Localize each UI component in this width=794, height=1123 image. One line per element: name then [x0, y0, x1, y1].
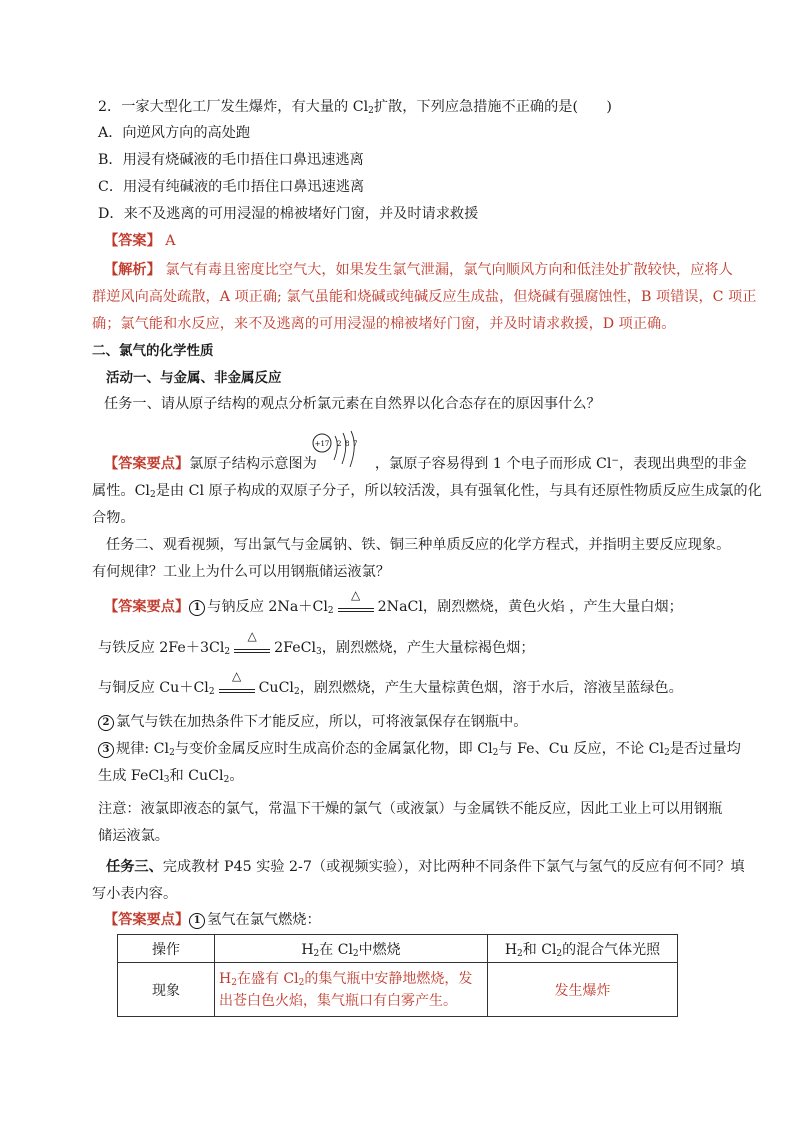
- table-row: [118, 963, 678, 1017]
- task-3-line-1: 任务三、完成教材 P45 实验 2-7（或视频实验），对比两种不同条件下氯气与氢气的反应有何不同？填: [106, 859, 745, 875]
- shell-2-count: 8: [345, 440, 350, 448]
- task-1-answer-line-3: 合物。: [92, 510, 135, 526]
- item-3-line-2: 生成 FeCl$_3$和 CuCl$_2$。: [98, 768, 244, 785]
- comparison-table: [117, 934, 678, 1017]
- copper-reaction: 与铜反应 $Cu+Cl_2$ △ CuCl$_2$，剧烈燃烧，产生大量棕黄色烟，溶于水后，溶液呈蓝绿色。: [98, 669, 683, 697]
- answer-value: A: [165, 233, 176, 249]
- phenomenon-h2-burn: $H_2$在盛有 $Cl_2$的集气瓶中安静地燃烧，发 出苍白色火焰，集气瓶口有白雾产生。: [215, 963, 488, 1017]
- task-1-answer-line-2: 属性。$Cl_2$是由 Cl 原子构成的双原子分子，所以较活泼，具有强氧化性，与具有还原性物质反应生成氯的化: [92, 483, 762, 500]
- shell-1-count: 2: [337, 440, 342, 448]
- shell-3-count: 7: [353, 440, 358, 448]
- task-1: 任务一、请从原子结构的观点分析氯元素在自然界以化合态存在的原因事什么？: [104, 396, 601, 412]
- task-2-line-2: 有何规律？工业上为什么可以用钢瓶储运液氯？: [92, 564, 390, 580]
- table-header-row: [118, 935, 678, 963]
- header-operation: 操作: [118, 935, 215, 963]
- heat-arrow: △: [336, 599, 376, 615]
- analysis-line-3: 确；氯气能和水反应，来不及逃离的可用浸湿的棉被堵好门窗，并及时请求救援，D 项正确。: [92, 316, 676, 332]
- iron-reaction: 与铁反应 $2Fe+3Cl_2$ △ 2FeCl$_3$，剧烈燃烧，产生大量棕褐色烟；: [98, 629, 535, 657]
- sodium-reaction: 【答案要点】 1 与钠反应 $2Na+Cl_2$ △ 2NaCl，剧烈燃烧，黄色火焰 ，产生大量白烟；: [104, 588, 683, 616]
- heat-arrow: △: [217, 680, 257, 696]
- answer-label: 【答案】: [104, 233, 161, 249]
- option-c: C．用浸有纯碱液的毛巾捂住口鼻迅速逃离: [98, 179, 365, 195]
- phenomenon-explosion: 发生爆炸: [488, 963, 678, 1017]
- option-d: D．来不及逃离的可用浸湿的棉被堵好门窗，并及时请求救援: [98, 206, 479, 222]
- task-3-line-2: 写小表内容。: [92, 886, 178, 902]
- item-2: 2 氯气与铁在加热条件下才能反应，所以，可将液氯保存在钢瓶中。: [98, 712, 527, 732]
- task-2-line-1: 任务二、观看视频，写出氯气与金属钠、铁、铜三种单质反应的化学方程式，并指明主要反应现象。: [106, 537, 731, 553]
- analysis-line-2: 群逆风向高处疏散，A 项正确; 氯气虽能和烧碱或纯碱反应生成盐，但烧碱有强腐蚀性，B 项错误，C 项正: [92, 289, 757, 305]
- row-label-phenomenon: 现象: [118, 963, 215, 1017]
- analysis-line-1: 【解析】 氯气有毒且密度比空气大，如果发生氯气泄漏，氯气向顺风方向和低洼处扩散较快，应将人: [104, 262, 733, 278]
- nucleus-label: +17: [314, 440, 330, 448]
- header-mixture-light: $H_2$和 $Cl_2$的混合气体光照: [488, 935, 678, 963]
- item-3-line-1: 3 规律: $Cl_2$与变价金属反应时生成高价态的金属氯化物，即 $Cl_2$与 Fe、Cu 反应，不论 $Cl_2$是否过量均: [98, 739, 741, 759]
- header-h2-burn-in-cl2: $H_2$在 $Cl_2$中燃烧: [215, 935, 488, 963]
- note-line-1: 注意：液氯即液态的氯气，常温下干燥的氯气（或液氯）与金属铁不能反应，因此工业上可以用钢瓶: [98, 801, 723, 817]
- heat-arrow: △: [232, 640, 272, 656]
- task-3-answer: 【答案要点】 1 氢气在氯气燃烧：: [104, 912, 321, 928]
- option-b: B．用浸有烧碱液的毛巾捂住口鼻迅速逃离: [98, 152, 364, 168]
- section-title: 二、氯气的化学性质: [92, 343, 214, 359]
- note-line-2: 储运液氯。: [98, 828, 169, 844]
- task-1-answer-line-1: 【答案要点】氯原子结构示意图为 ，氯原子容易得到 1 个电子而形成 Cl−，表现出典型的非金: [104, 456, 747, 472]
- option-a: A．向逆风方向的高处跑: [98, 125, 251, 141]
- answer-line: [104, 231, 176, 251]
- question-2-stem: 2．一家大型化工厂发生爆炸，有大量的 $Cl_2$扩散，下列应急措施不正确的是( ): [98, 99, 612, 116]
- activity-title: 活动一、与金属、非金属反应: [106, 370, 282, 386]
